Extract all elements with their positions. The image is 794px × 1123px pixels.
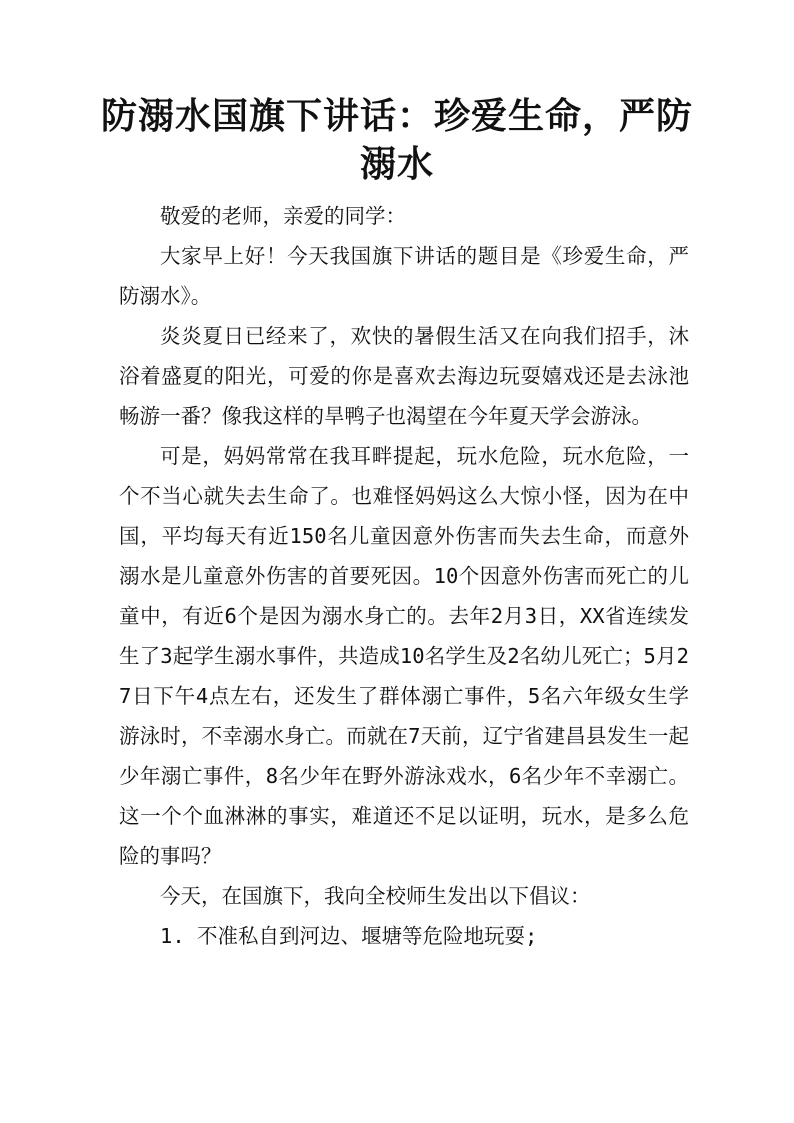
paragraph-greeting: 敬爱的老师，亲爱的同学： [160,204,406,228]
paragraph-opening: 大家早上好！今天我国旗下讲话的题目是《珍爱生命，严防溺水》。 [119,244,689,308]
document-title: 防溺水国旗下讲话：珍爱生命，严防溺水 [100,95,693,185]
paragraph-proposal-intro: 今天，在国旗下，我向全校师生发出以下倡议： [160,884,591,908]
document-body [119,196,689,956]
paragraph-summer: 炎炎夏日已经来了，欢快的暑假生活又在向我们招手，沐浴着盛夏的阳光，可爱的你是喜欢去海边玩耍嬉戏还是去泳池畅游一番？像我这样的旱鸭子也渴望在今年夏天学会游泳。 [119,324,689,428]
proposal-item-1: 1. 不准私自到河边、堰塘等危险地玩耍; [160,924,538,948]
paragraph-danger-facts: 可是，妈妈常常在我耳畔提起，玩水危险，玩水危险，一个不当心就失去生命了。也难怪妈妈这么大惊小怪，因为在中国，平均每天有近150名儿童因意外伤害而失去生命，而意外溺水是儿童意外伤害的首要死因。10个因意外伤害而死亡的儿童中，有近6个是因为溺水身亡的。去年2月3日，XX省连续发生了3起学生溺水事件，共造成10名学生及2名幼儿死亡；5月27日下午4点左右，还发生了群体溺亡事件，5名六年级女生学游泳时，不幸溺水身亡。而就在7天前，辽宁省建昌县发生一起少年溺亡事件，8名少年在野外游泳戏水，6名少年不幸溺亡。这一个个血淋淋的事实，难道还不足以证明，玩水，是多么危险的事吗？ [119,444,689,868]
